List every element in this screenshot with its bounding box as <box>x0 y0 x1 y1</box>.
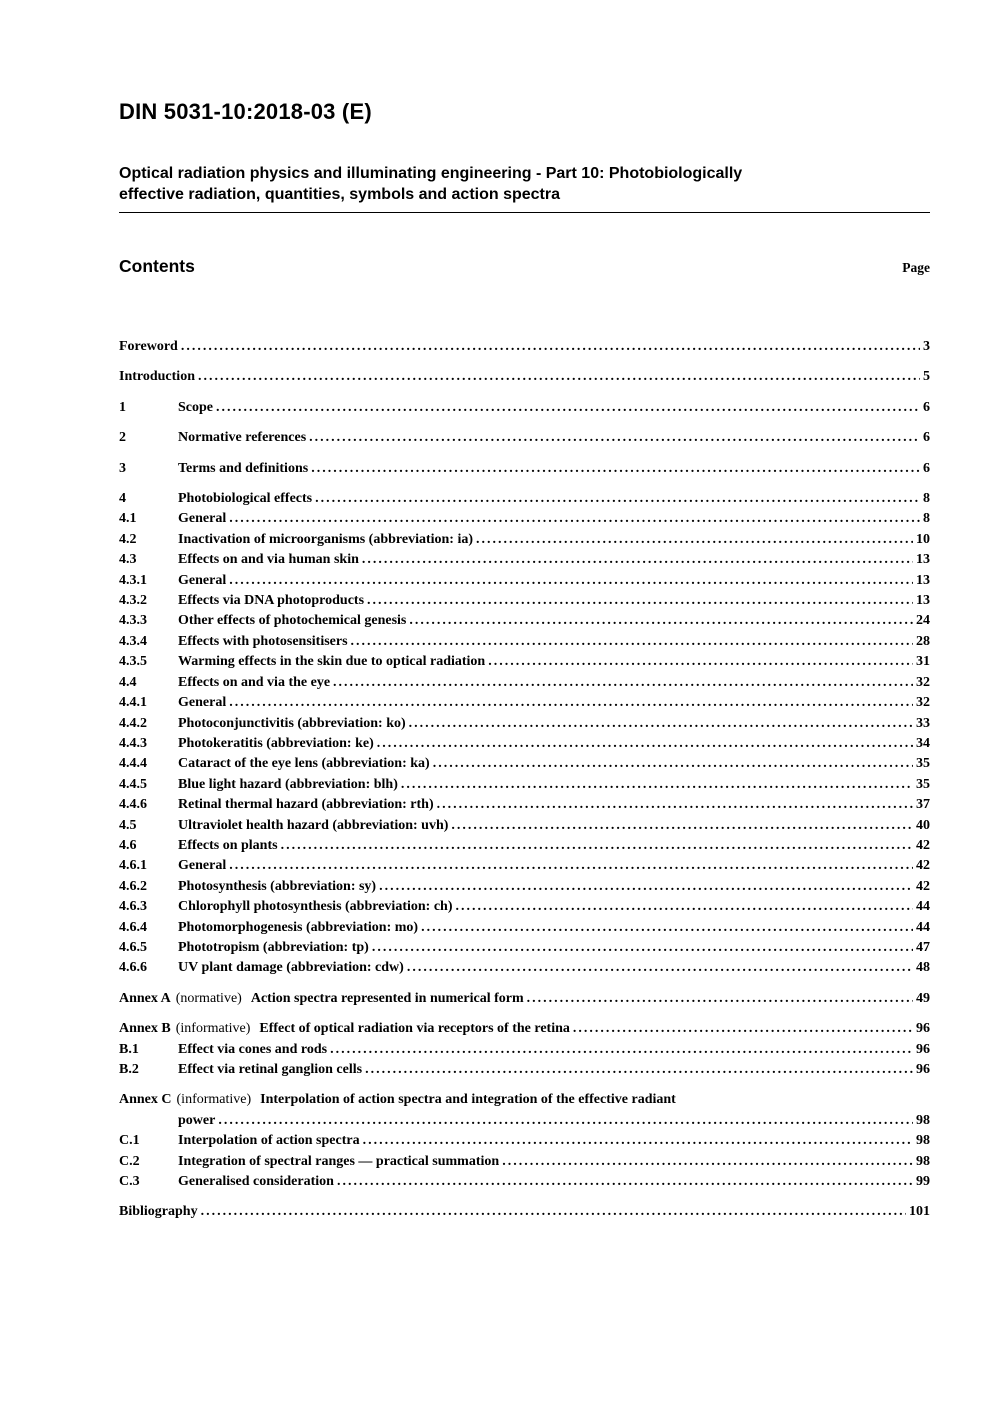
toc-entry <box>119 459 930 479</box>
toc-entry-number: 4.4.2 <box>119 715 147 731</box>
toc-entry-page: 40 <box>916 817 930 833</box>
toc-entry <box>119 571 930 591</box>
toc-entry-leader <box>216 398 920 418</box>
toc-entry <box>119 1040 930 1060</box>
toc-entry-number: 4.6.6 <box>119 960 147 976</box>
toc-entry <box>119 775 930 795</box>
toc-entry-title: Photobiological effects <box>178 491 313 507</box>
toc-entry <box>119 1111 930 1131</box>
toc-entry-page: 35 <box>916 756 930 772</box>
toc-entry-page: 48 <box>916 960 930 976</box>
toc-entry <box>119 877 930 897</box>
toc-entry-number: C.1 <box>119 1133 140 1149</box>
toc-entry-number: 4.4.1 <box>119 695 147 711</box>
toc-entry-title: Effects on plants <box>178 837 278 853</box>
toc-entry-number: 4.6.3 <box>119 899 147 915</box>
toc-entry <box>119 714 930 734</box>
toc-entry-page: 6 <box>923 399 930 415</box>
toc-entry-leader <box>407 958 913 978</box>
toc-entry-title: Terms and definitions <box>178 460 309 476</box>
toc-entry <box>119 856 930 876</box>
toc-entry-title: Effect of optical radiation via receptors of the retina <box>259 1021 570 1037</box>
toc-entry <box>119 816 930 836</box>
toc-entry <box>119 367 930 387</box>
toc-entry-leader <box>379 877 913 897</box>
toc-entry-number: 4.3.1 <box>119 572 147 588</box>
toc-entry-number: 4.3 <box>119 552 137 568</box>
toc-entry-leader <box>201 1202 906 1222</box>
toc-entry <box>119 398 930 418</box>
toc-entry-title: Ultraviolet health hazard (abbreviation: uvh) <box>178 817 449 833</box>
toc-entry-number: 4.4 <box>119 674 137 690</box>
toc-entry-leader <box>330 1040 913 1060</box>
toc-entry-leader <box>573 1019 913 1039</box>
toc-entry-title: Effects on and via the eye <box>178 674 331 690</box>
toc-entry-title: Foreword <box>119 339 178 354</box>
toc-entry-leader <box>181 337 920 357</box>
toc-entry-leader <box>333 673 913 693</box>
toc-entry <box>119 530 930 550</box>
toc-entry-page: 13 <box>916 593 930 609</box>
toc-entry <box>119 337 930 357</box>
toc-entry <box>119 1152 930 1172</box>
toc-list <box>119 337 930 1223</box>
toc-entry-number: C.3 <box>119 1174 140 1190</box>
toc-entry-page: 49 <box>916 990 930 1006</box>
toc-entry-page: 10 <box>916 531 930 547</box>
toc-entry-number: 4.1 <box>119 511 137 527</box>
toc-entry-page: 47 <box>916 939 930 955</box>
toc-entry <box>119 795 930 815</box>
toc-entry-page: 37 <box>916 797 930 813</box>
toc-entry <box>119 428 930 448</box>
toc-entry-page: 42 <box>916 878 930 894</box>
contents-heading: Contents <box>119 256 195 276</box>
toc-entry <box>119 734 930 754</box>
toc-entry-page: 33 <box>916 715 930 731</box>
toc-entry-title: Phototropism (abbreviation: tp) <box>178 939 369 955</box>
toc-entry <box>119 918 930 938</box>
toc-entry-leader <box>362 550 913 570</box>
toc-entry-leader <box>337 1172 913 1192</box>
toc-entry-page: 6 <box>923 430 930 446</box>
toc-entry-leader <box>372 938 913 958</box>
toc-entry <box>119 489 930 509</box>
toc-entry-annex-label: Annex A <box>119 990 171 1006</box>
toc-entry-title: Other effects of photochemical genesis <box>178 613 407 629</box>
toc-entry <box>119 1060 930 1080</box>
toc-entry-leader <box>409 611 913 631</box>
doc-title <box>119 163 930 213</box>
toc-entry-leader <box>363 1131 913 1151</box>
toc-entry <box>119 509 930 529</box>
toc-entry <box>119 652 930 672</box>
toc-entry-page: 5 <box>923 369 930 385</box>
toc-entry-page: 98 <box>916 1153 930 1169</box>
toc-entry-page: 13 <box>916 552 930 568</box>
toc-entry-number: 4.6 <box>119 837 137 853</box>
toc-entry <box>119 1090 930 1110</box>
toc-entry <box>119 897 930 917</box>
toc-entry-title: Normative references <box>178 430 307 446</box>
toc-entry-title: Interpolation of action spectra and integration of the effective radiant <box>260 1092 676 1108</box>
toc-entry-leader <box>377 734 913 754</box>
toc-entry-number: C.2 <box>119 1153 140 1169</box>
toc-entry-title: Chlorophyll photosynthesis (abbreviation: ch) <box>178 899 453 915</box>
toc-entry <box>119 958 930 978</box>
toc-entry-title: Warming effects in the skin due to optical radiation <box>178 654 486 670</box>
toc-entry-title: Photosynthesis (abbreviation: sy) <box>178 878 377 894</box>
toc-entry-leader <box>309 428 920 448</box>
toc-entry-page: 42 <box>916 837 930 853</box>
toc-entry-title: Bibliography <box>119 1204 198 1220</box>
toc-entry-page: 8 <box>923 491 930 507</box>
toc-entry-number: 4.3.3 <box>119 613 147 629</box>
toc-entry-number: B.1 <box>119 1041 139 1057</box>
toc-entry-title: General <box>178 572 227 588</box>
toc-entry-title: power <box>178 1112 216 1128</box>
toc-entry-number: 2 <box>119 430 126 446</box>
toc-entry <box>119 591 930 611</box>
toc-entry-page: 101 <box>909 1204 930 1220</box>
toc-entry-number: 4.6.5 <box>119 939 147 955</box>
toc-entry-leader <box>451 816 913 836</box>
toc-entry-leader <box>421 918 913 938</box>
toc-entry-title: Photoconjunctivitis (abbreviation: ko) <box>178 715 406 731</box>
toc-entry-number: 3 <box>119 460 126 476</box>
toc-entry-leader <box>488 652 913 672</box>
toc-entry-title: Action spectra represented in numerical form <box>250 990 524 1006</box>
toc-entry <box>119 938 930 958</box>
toc-entry-number: 4.4.5 <box>119 776 147 792</box>
toc-entry <box>119 673 930 693</box>
toc-entry-title: Photomorphogenesis (abbreviation: mo) <box>178 919 419 935</box>
toc-entry-leader <box>198 367 920 387</box>
toc-entry-title: Effects via DNA photoproducts <box>178 593 365 609</box>
toc-entry-page: 98 <box>916 1133 930 1149</box>
toc-entry-annex-label: Annex B <box>119 1021 171 1037</box>
toc-entry-qualifier: (informative) <box>175 1021 251 1037</box>
toc-entry-number: 4.4.4 <box>119 756 147 772</box>
toc-entry-title: Integration of spectral ranges — practical summation <box>178 1153 500 1169</box>
toc-entry-leader <box>281 836 913 856</box>
toc-entry-leader <box>315 489 920 509</box>
toc-entry-number: 4.4.3 <box>119 735 147 751</box>
toc-entry-page: 42 <box>916 858 930 874</box>
toc-entry-page: 98 <box>916 1112 930 1128</box>
toc-entry-title: Cataract of the eye lens (abbreviation: ka) <box>178 756 430 772</box>
page-column-label: Page <box>902 260 930 275</box>
toc-entry <box>119 989 930 1009</box>
toc-entry-title: Effect via cones and rods <box>178 1041 328 1057</box>
toc-entry-leader <box>229 856 913 876</box>
toc-entry-page: 35 <box>916 776 930 792</box>
toc-entry <box>119 1202 930 1222</box>
toc-entry-title: Interpolation of action spectra <box>178 1133 360 1149</box>
toc-entry-page: 44 <box>916 899 930 915</box>
toc-entry-leader <box>502 1152 913 1172</box>
toc-entry-number: 4 <box>119 491 126 507</box>
toc-entry <box>119 632 930 652</box>
toc-entry-page: 28 <box>916 633 930 649</box>
toc-entry <box>119 754 930 774</box>
toc-entry-number: 4.6.2 <box>119 878 147 894</box>
toc-entry-number: 1 <box>119 399 126 415</box>
toc-entry-number: 4.3.2 <box>119 593 147 609</box>
toc-entry-number: 4.4.6 <box>119 797 147 813</box>
toc-entry-number: 4.6.4 <box>119 919 147 935</box>
toc-entry <box>119 550 930 570</box>
toc-entry-page: 32 <box>916 695 930 711</box>
toc-entry-leader <box>365 1060 913 1080</box>
toc-entry-leader <box>476 530 913 550</box>
toc-entry-leader <box>433 754 913 774</box>
toc-entry-leader <box>527 989 913 1009</box>
toc-entry-annex-label: Annex C <box>119 1092 172 1108</box>
contents-header-row <box>119 255 930 279</box>
toc-entry-number: 4.3.5 <box>119 654 147 670</box>
toc-entry <box>119 693 930 713</box>
toc-entry-title: Inactivation of microorganisms (abbreviation: ia) <box>178 531 474 547</box>
toc-entry-page: 3 <box>923 339 930 354</box>
toc-entry-title: Scope <box>178 399 213 415</box>
toc-entry-title: Generalised consideration <box>178 1174 334 1190</box>
toc-entry-leader <box>437 795 913 815</box>
toc-entry-page: 96 <box>916 1021 930 1037</box>
toc-entry-title: Effect via retinal ganglion cells <box>178 1062 363 1077</box>
toc-entry-title: General <box>178 695 227 711</box>
toc-entry-title: Effects on and via human skin <box>178 552 359 568</box>
toc-entry-page: 99 <box>916 1174 930 1190</box>
toc-entry-qualifier: (informative) <box>176 1092 252 1108</box>
toc-entry-page: 32 <box>916 674 930 690</box>
toc-entry-number: 4.2 <box>119 531 137 547</box>
toc-entry-title: Photokeratitis (abbreviation: ke) <box>178 735 374 751</box>
toc-entry-leader <box>409 714 913 734</box>
toc-entry-number: 4.3.4 <box>119 633 147 649</box>
toc-entry-title: Introduction <box>119 369 195 385</box>
toc-entry <box>119 611 930 631</box>
toc-entry-page: 96 <box>916 1041 930 1057</box>
toc-entry-page: 13 <box>916 572 930 588</box>
toc-entry-title: Blue light hazard (abbreviation: blh) <box>178 776 398 792</box>
toc-entry-number: B.2 <box>119 1062 139 1077</box>
toc-entry-leader <box>229 693 913 713</box>
toc-entry <box>119 1172 930 1192</box>
toc-entry-number: 4.5 <box>119 817 137 833</box>
toc-entry-page: 31 <box>916 654 930 670</box>
doc-title-line-2: effective radiation, quantities, symbols and action spectra <box>119 186 561 203</box>
toc-entry-title: General <box>178 858 227 874</box>
toc-entry-leader <box>229 571 913 591</box>
toc-entry-number: 4.6.1 <box>119 858 147 874</box>
toc-entry-page: 34 <box>916 735 930 751</box>
toc-entry <box>119 836 930 856</box>
toc-entry-page: 44 <box>916 919 930 935</box>
toc-entry-qualifier: (normative) <box>175 990 242 1006</box>
toc-entry-leader <box>311 459 920 479</box>
toc-entry-leader <box>229 509 920 529</box>
toc-entry-page: 6 <box>923 460 930 476</box>
toc-entry <box>119 1131 930 1151</box>
doc-title-line-1: Optical radiation physics and illuminating engineering - Part 10: Photobiologically <box>119 165 743 182</box>
toc-entry-leader <box>455 897 913 917</box>
toc-entry-leader <box>367 591 913 611</box>
toc-entry-page: 8 <box>923 511 930 527</box>
toc-entry-title: Retinal thermal hazard (abbreviation: rth) <box>178 797 434 813</box>
toc-entry-page: 96 <box>916 1062 930 1077</box>
toc-entry-title: UV plant damage (abbreviation: cdw) <box>178 960 404 976</box>
toc-entry-leader <box>351 632 913 652</box>
toc-entry <box>119 1019 930 1039</box>
doc-number: DIN 5031-10:2018-03 (E) <box>119 99 372 124</box>
toc-entry-title: Effects with photosensitisers <box>178 633 348 649</box>
toc-entry-leader <box>218 1111 913 1131</box>
toc-entry-page: 24 <box>916 613 930 629</box>
toc-entry-leader <box>401 775 913 795</box>
toc-entry-title: General <box>178 511 227 527</box>
